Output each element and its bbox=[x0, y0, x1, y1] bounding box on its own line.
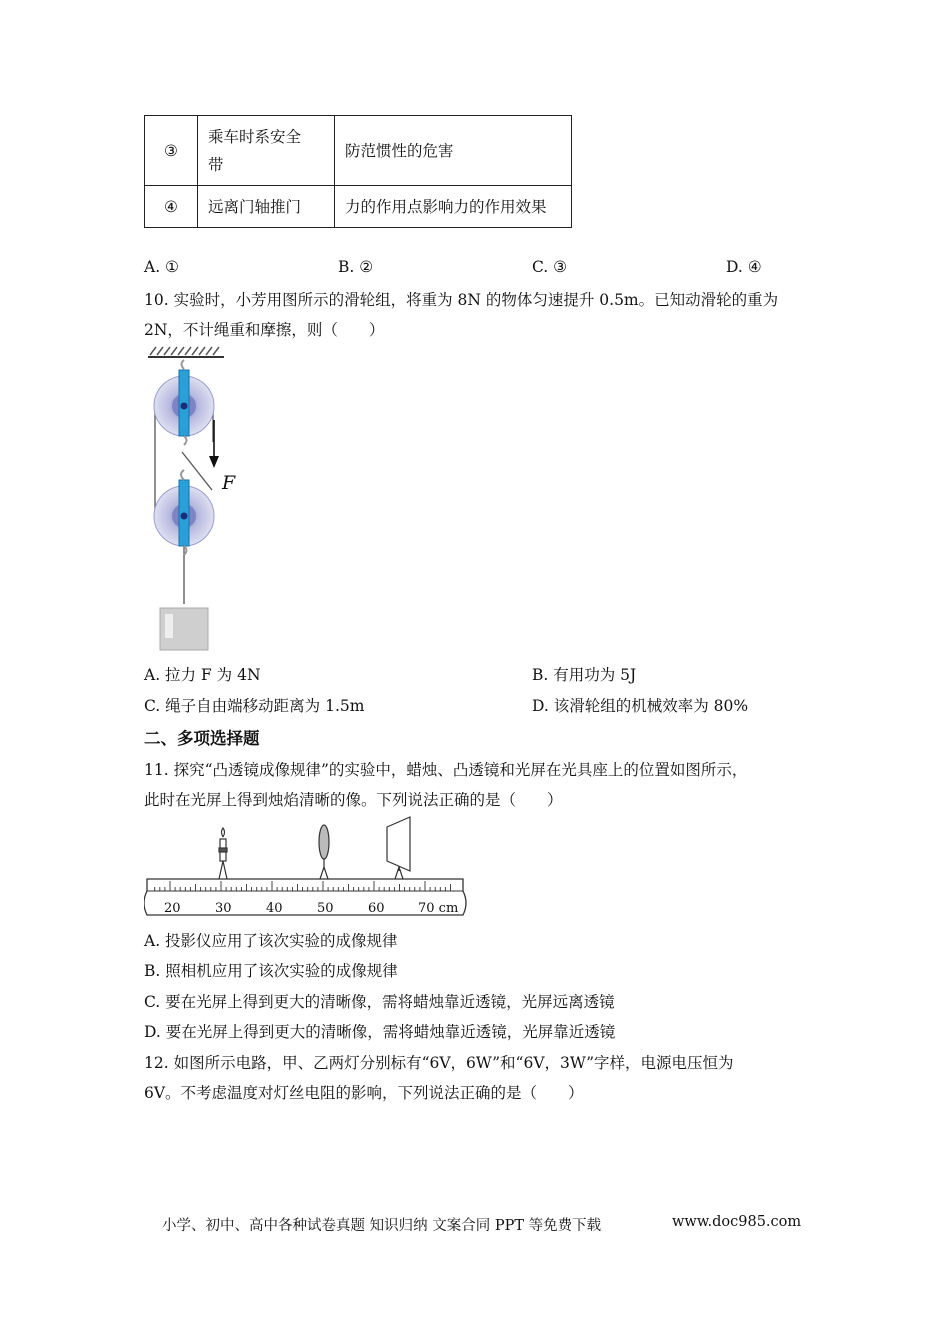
force-arrow bbox=[209, 420, 219, 468]
q9-option-d: D. ④ bbox=[726, 258, 762, 276]
ruler-label: 40 bbox=[266, 901, 283, 916]
section-title: 二、多项选择题 bbox=[144, 729, 260, 748]
q11-option-c: C. 要在光屏上得到更大的清晰像，需将蜡烛靠近透镜，光屏远离透镜 bbox=[144, 993, 615, 1011]
table-cell-num: ③ bbox=[145, 116, 198, 186]
q10-stem-line2: 2N，不计绳重和摩擦，则（ ） bbox=[144, 321, 385, 339]
table-cell-action bbox=[198, 116, 335, 186]
pulley-figure bbox=[140, 342, 260, 654]
candle bbox=[219, 828, 227, 879]
q9-option-a: A. ① bbox=[144, 258, 179, 276]
light-screen bbox=[387, 817, 410, 879]
q12-stem-line1: 12. 如图所示电路，甲、乙两灯分别标有“6V，6W”和“6V，3W”字样，电源电压恒为 bbox=[144, 1054, 734, 1072]
ruler-label: 30 bbox=[215, 901, 232, 916]
table-cell-action-line1: 乘车时系安全 bbox=[208, 127, 302, 146]
q9-option-c: C. ③ bbox=[532, 258, 568, 276]
table-cell-action-line2: 带 bbox=[208, 155, 224, 174]
q9-option-b: B. ② bbox=[338, 258, 374, 276]
footer-url[interactable]: www.doc985.com bbox=[672, 1214, 802, 1230]
ruler-label: 50 bbox=[317, 901, 334, 916]
q11-stem-line1: 11. 探究“凸透镜成像规律”的实验中，蜡烛、凸透镜和光屏在光具座上的位置如图所示， bbox=[144, 761, 748, 779]
table-cell-effect: 力的作用点影响力的作用效果 bbox=[335, 186, 572, 228]
q10-option-a: A. 拉力 F 为 4N bbox=[144, 666, 261, 684]
table-row bbox=[145, 186, 572, 228]
q10-option-c: C. 绳子自由端移动距离为 1.5m bbox=[144, 697, 365, 715]
question-table bbox=[144, 115, 572, 228]
ruler-label: 70 cm bbox=[418, 901, 459, 916]
convex-lens bbox=[319, 825, 329, 879]
fixed-pulley bbox=[154, 360, 214, 445]
weight-block bbox=[160, 608, 208, 650]
ceiling-hatch bbox=[148, 347, 224, 357]
ruler-label: 20 bbox=[164, 901, 181, 916]
q10-option-d: D. 该滑轮组的机械效率为 80% bbox=[532, 697, 749, 715]
q11-option-d: D. 要在光屏上得到更大的清晰像，需将蜡烛靠近透镜，光屏靠近透镜 bbox=[144, 1023, 616, 1041]
q11-option-a: A. 投影仪应用了该次实验的成像规律 bbox=[144, 932, 398, 950]
optical-bench-figure bbox=[144, 815, 468, 920]
table-cell-num: ④ bbox=[145, 186, 198, 228]
movable-pulley bbox=[154, 470, 214, 555]
q10-stem-line1: 10. 实验时，小芳用图所示的滑轮组，将重为 8N 的物体匀速提升 0.5m。已知动滑轮的重为 bbox=[144, 291, 779, 309]
footer-text: 小学、初中、高中各种试卷真题 知识归纳 文案合同 PPT 等免费下载 bbox=[162, 1218, 602, 1234]
ruler-label: 60 bbox=[368, 901, 385, 916]
q11-stem-line2: 此时在光屏上得到烛焰清晰的像。下列说法正确的是（ ） bbox=[144, 791, 563, 809]
q11-option-b: B. 照相机应用了该次实验的成像规律 bbox=[144, 962, 398, 980]
table-row bbox=[145, 116, 572, 186]
table-cell-effect: 防范惯性的危害 bbox=[335, 116, 572, 186]
table-cell-action: 远离门轴推门 bbox=[198, 186, 335, 228]
q10-option-b: B. 有用功为 5J bbox=[532, 666, 637, 684]
q12-stem-line2: 6V。不考虑温度对灯丝电阻的影响，下列说法正确的是（ ） bbox=[144, 1084, 584, 1102]
force-label: F bbox=[222, 472, 236, 494]
